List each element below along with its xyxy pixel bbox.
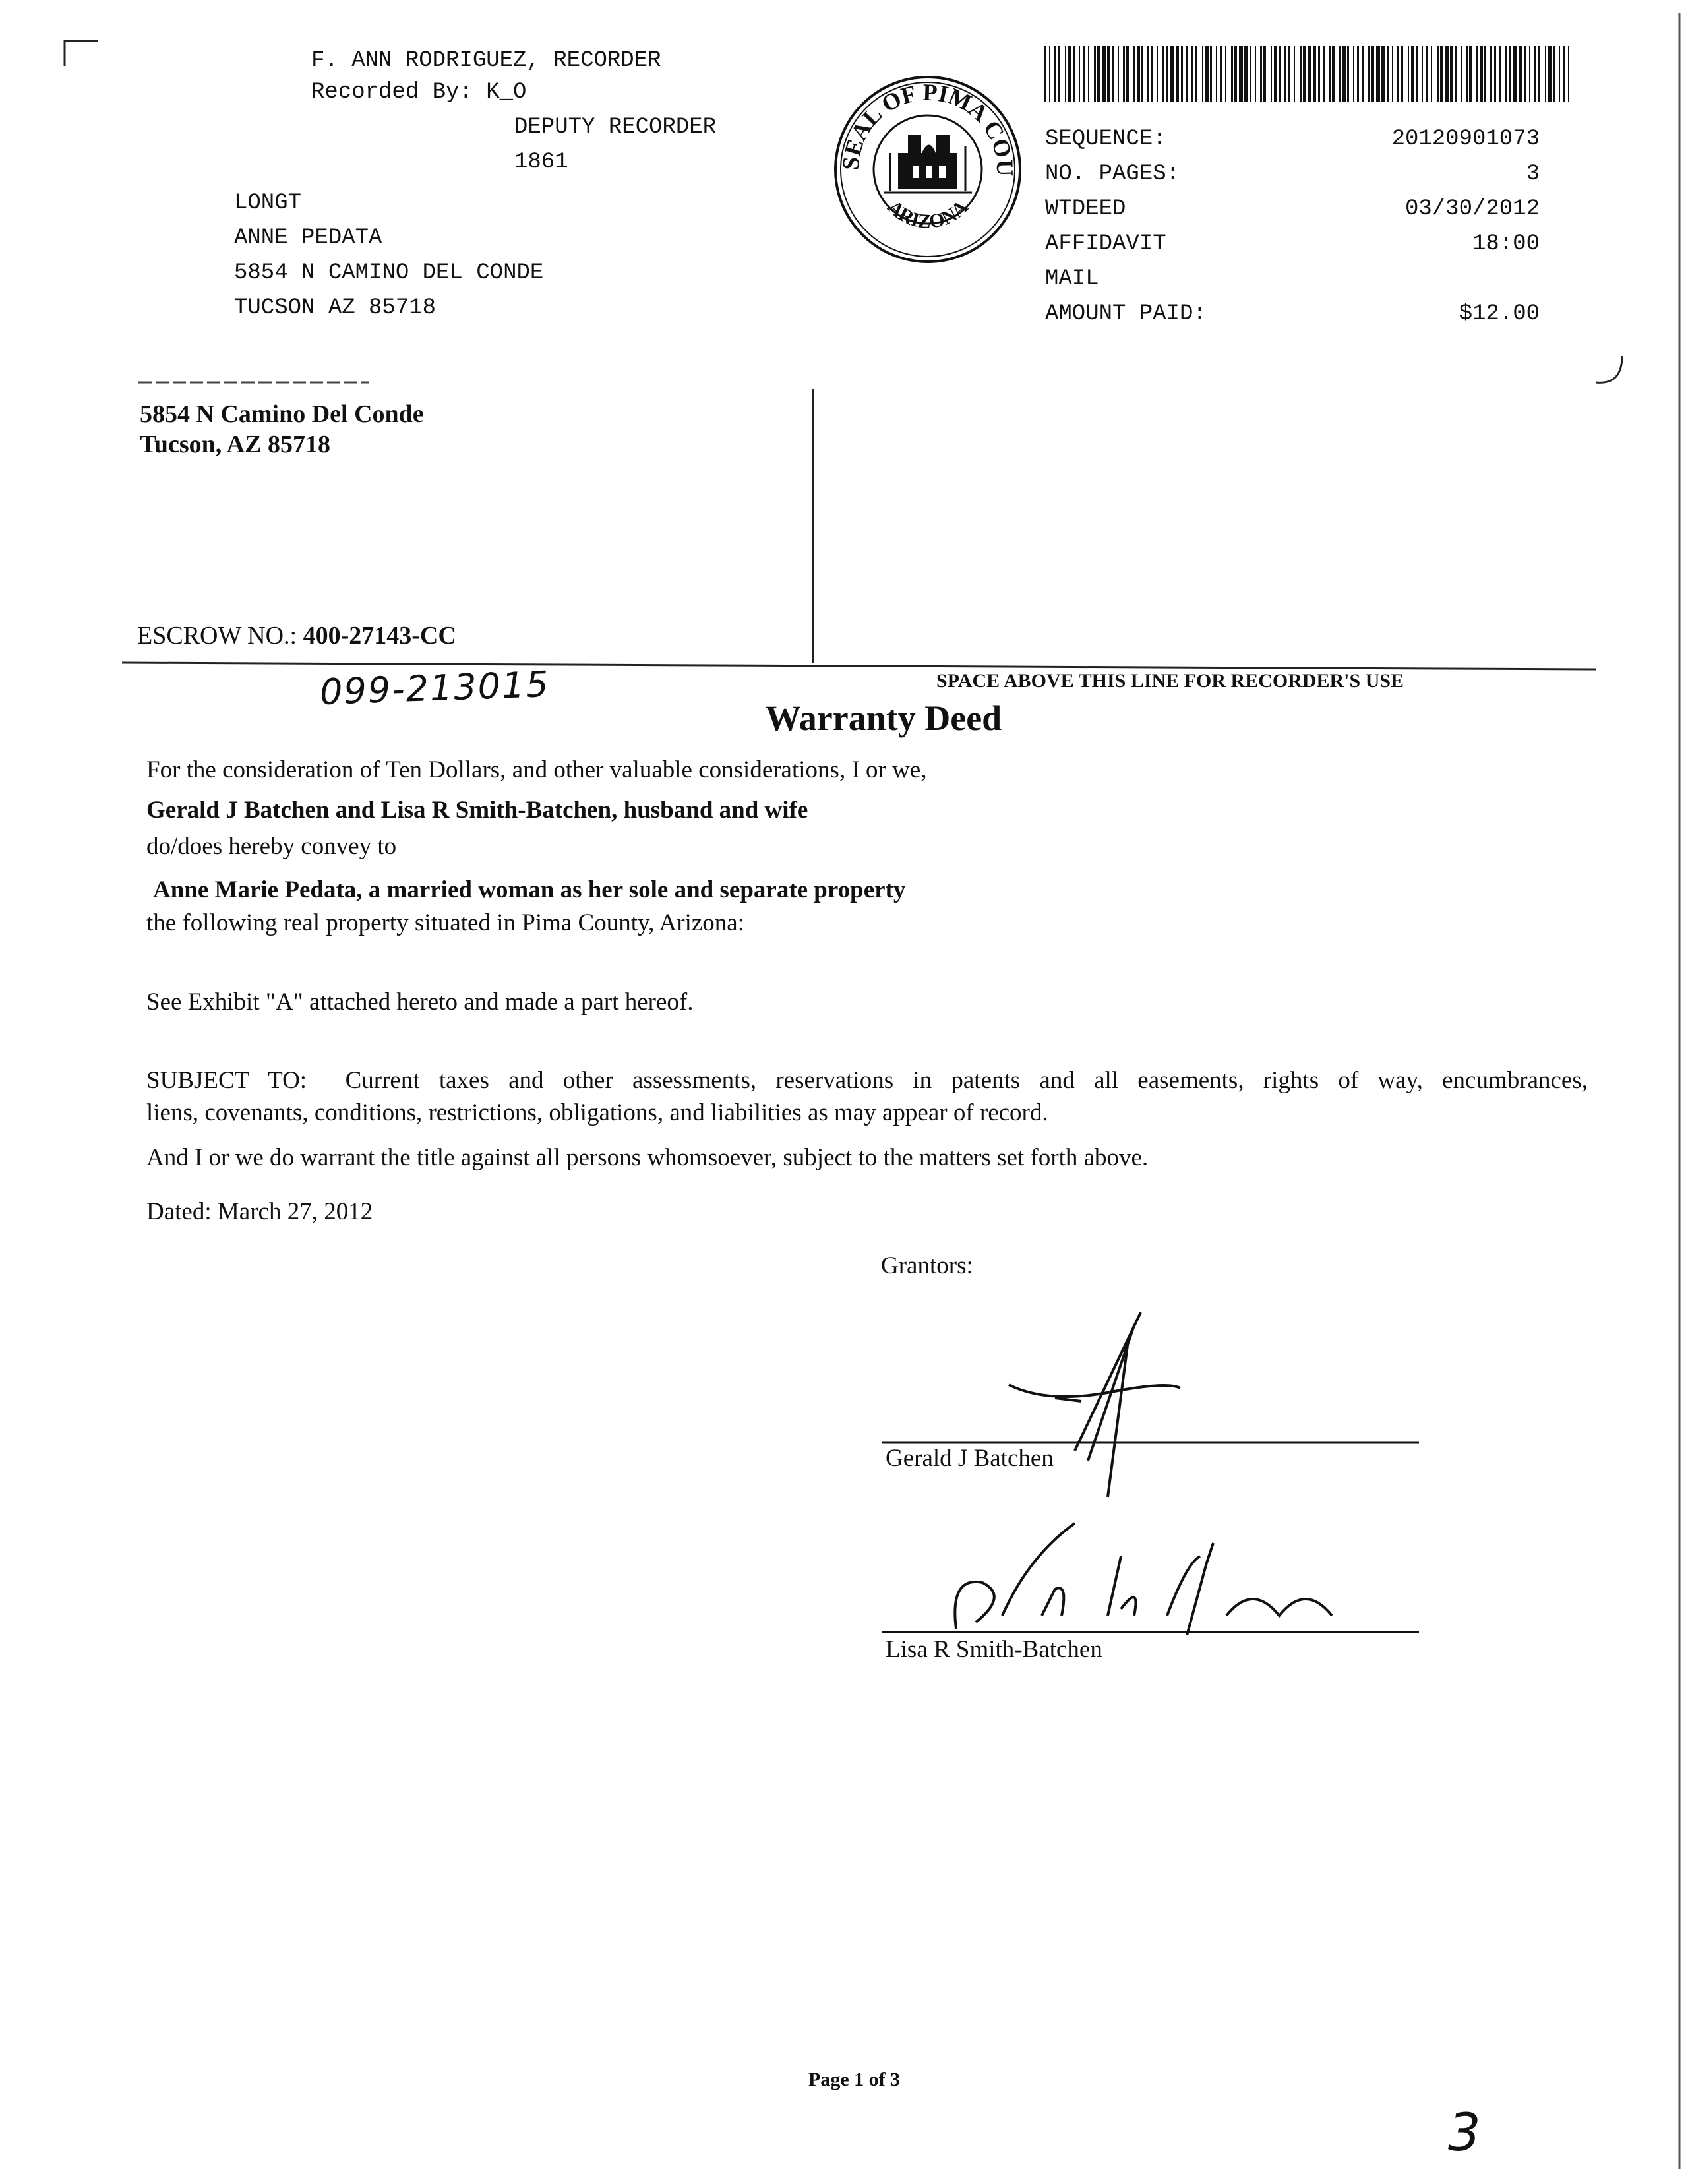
info-row-pages: NO. PAGES: 3: [1045, 162, 1540, 187]
barcode-bar: [1440, 46, 1443, 102]
barcode-bar: [1079, 46, 1080, 102]
barcode-bar: [1216, 46, 1217, 102]
barcode-bar: [1484, 46, 1486, 102]
page-number: Page 1 of 3: [808, 2069, 901, 2090]
barcode-bar: [1065, 46, 1066, 102]
barcode-bar: [1210, 46, 1212, 102]
barcode-bar: [1401, 46, 1403, 102]
convey-text: do/does hereby convey to: [146, 833, 397, 860]
barcode-bar: [1151, 46, 1153, 102]
barcode-bar: [1469, 46, 1472, 102]
barcode-bar: [1284, 46, 1286, 102]
barcode-bar: [1250, 46, 1251, 102]
document-title: Warranty Deed: [765, 698, 1002, 738]
handwritten-number: 099-213015: [319, 663, 551, 713]
return-city: Tucson, AZ 85718: [140, 430, 330, 458]
barcode-bar: [1559, 46, 1560, 102]
barcode-bar: [1455, 46, 1457, 102]
dated-text: Dated: March 27, 2012: [146, 1198, 373, 1225]
barcode-bar: [1294, 46, 1295, 102]
barcode-bar: [1176, 46, 1179, 102]
barcode-bar: [1461, 46, 1462, 102]
barcode-bar: [1186, 46, 1188, 102]
mail-city: TUCSON AZ 85718: [234, 295, 437, 320]
barcode-bar: [1166, 46, 1168, 102]
barcode-bar: [1068, 46, 1071, 102]
recorded-by: Recorded By: K_O: [311, 80, 527, 105]
signature-1: [1009, 1385, 1180, 1397]
barcode-bar: [1054, 46, 1056, 102]
barcode-bar: [1513, 46, 1517, 102]
property-text: the following real property situated in Pima County, Arizona:: [146, 909, 745, 936]
barcode-bar: [1529, 46, 1530, 102]
consideration-text: For the consideration of Ten Dollars, and other valuable considerations, I or we,: [146, 756, 927, 783]
signature-2: [955, 1523, 1332, 1635]
barcode-bar: [1329, 46, 1331, 102]
barcode-bar: [1323, 46, 1325, 102]
grantee-text: Anne Marie Pedata, a married woman as her sole and separate property: [153, 876, 906, 903]
barcode-bar: [1426, 46, 1428, 102]
barcode-bar: [1381, 46, 1385, 102]
barcode-bar: [1112, 46, 1114, 102]
barcode-bar: [1107, 46, 1110, 102]
barcode-bar: [1553, 46, 1555, 102]
escrow-number: 400-27143-CC: [303, 622, 456, 650]
barcode-bar: [1480, 46, 1483, 102]
barcode-bar: [1408, 46, 1409, 102]
recorder-use-note: SPACE ABOVE THIS LINE FOR RECORDER'S USE: [936, 670, 1404, 692]
barcode-bar: [1568, 46, 1569, 102]
info-row-sequence: SEQUENCE: 20120901073: [1045, 127, 1540, 152]
barcode-bar: [1437, 46, 1439, 102]
barcode-bar: [1073, 46, 1075, 102]
barcode-bar: [1347, 46, 1349, 102]
escrow-label: ESCROW NO.:: [137, 622, 297, 650]
barcode-bar: [1505, 46, 1507, 102]
barcode-bar: [1372, 46, 1374, 102]
barcode-bar: [1332, 46, 1335, 102]
grantors-heading: Grantors:: [881, 1252, 973, 1279]
subject-to-line1: SUBJECT TO: Current taxes and other assessments, reservations in patents and all easements, rights of way, encumbrances,: [146, 1067, 1588, 1094]
signer1-name: Gerald J Batchen: [886, 1445, 1054, 1472]
barcode-bar: [1519, 46, 1522, 102]
barcode-bar: [1191, 46, 1193, 102]
barcode-bar: [1450, 46, 1453, 102]
barcode-bar: [1339, 46, 1341, 102]
subject-to-line2: liens, covenants, conditions, restrictions, obligations, and liabilities as may appear of record.: [146, 1099, 1048, 1126]
barcode-bar: [1563, 46, 1565, 102]
barcode-bar: [1490, 46, 1492, 102]
barcode-bar: [1548, 46, 1552, 102]
info-row-mail: MAIL: [1045, 266, 1099, 291]
barcode-bar: [1181, 46, 1183, 102]
barcode-bar: [1234, 46, 1237, 102]
info-row-affidavit: AFFIDAVIT 18:00: [1045, 231, 1540, 257]
barcode-bar: [1466, 46, 1468, 102]
grantors-named: Gerald J Batchen and Lisa R Smith-Batchen, husband and wife: [146, 797, 808, 824]
info-row-doctype: WTDEED 03/30/2012: [1045, 197, 1540, 222]
deputy-number: 1861: [514, 150, 568, 175]
barcode-bar: [1271, 46, 1272, 102]
barcode-bar: [1308, 46, 1311, 102]
seal-top-text: SEAL OF PIMA COU: [837, 78, 1019, 177]
barcode-bar: [1263, 46, 1266, 102]
svg-text:ARIZONA: [884, 196, 973, 233]
barcode-bar: [1170, 46, 1174, 102]
barcode-bar: [1538, 46, 1540, 102]
barcode-bar: [1376, 46, 1380, 102]
mail-code: LONGT: [234, 191, 302, 216]
barcode-bar: [1126, 46, 1129, 102]
barcode: [1044, 46, 1570, 102]
escrow-line: [137, 621, 456, 650]
barcode-bar: [1044, 46, 1046, 102]
barcode-bar: [1147, 46, 1149, 102]
barcode-bar: [1476, 46, 1478, 102]
barcode-bar: [1279, 46, 1281, 102]
barcode-bar: [1300, 46, 1302, 102]
county-seal: [832, 74, 1023, 265]
barcode-bar: [1088, 46, 1089, 102]
barcode-bar: [1260, 46, 1262, 102]
return-street: 5854 N Camino Del Conde: [140, 400, 424, 428]
barcode-bar: [1288, 46, 1290, 102]
corner-handwritten-mark: 3: [1448, 2104, 1481, 2163]
barcode-bar: [1431, 46, 1432, 102]
barcode-bar: [1239, 46, 1243, 102]
barcode-bar: [1220, 46, 1222, 102]
mail-name: ANNE PEDATA: [234, 226, 382, 251]
barcode-bar: [1274, 46, 1277, 102]
barcode-bar: [1534, 46, 1536, 102]
barcode-bar: [1422, 46, 1423, 102]
barcode-bar: [1097, 46, 1100, 102]
signer2-name: Lisa R Smith-Batchen: [886, 1636, 1102, 1663]
barcode-bar: [1362, 46, 1364, 102]
barcode-bar: [1225, 46, 1226, 102]
barcode-bar: [1102, 46, 1106, 102]
barcode-bar: [1141, 46, 1143, 102]
deputy-recorder: DEPUTY RECORDER: [514, 115, 717, 140]
barcode-bar: [1524, 46, 1526, 102]
barcode-bar: [1118, 46, 1119, 102]
recorder-name: F. ANN RODRIGUEZ, RECORDER: [311, 48, 661, 73]
barcode-bar: [1157, 46, 1158, 102]
barcode-bar: [1387, 46, 1389, 102]
barcode-bar: [1137, 46, 1140, 102]
barcode-bar: [1368, 46, 1370, 102]
barcode-bar: [1058, 46, 1060, 102]
barcode-bar: [1202, 46, 1203, 102]
barcode-bar: [1494, 46, 1496, 102]
barcode-bar: [1397, 46, 1399, 102]
barcode-bar: [1318, 46, 1320, 102]
barcode-bar: [1313, 46, 1316, 102]
barcode-bar: [1205, 46, 1209, 102]
barcode-bar: [1123, 46, 1125, 102]
barcode-bar: [1133, 46, 1135, 102]
barcode-bar: [1244, 46, 1248, 102]
barcode-bar: [1416, 46, 1418, 102]
barcode-bar: [1255, 46, 1256, 102]
barcode-bar: [1545, 46, 1546, 102]
barcode-bar: [1353, 46, 1354, 102]
barcode-bar: [1411, 46, 1414, 102]
barcode-bar: [1509, 46, 1511, 102]
barcode-bar: [1195, 46, 1197, 102]
recording-info: [1045, 127, 1540, 337]
mail-street: 5854 N CAMINO DEL CONDE: [234, 260, 544, 286]
barcode-bar: [1231, 46, 1233, 102]
barcode-bar: [1499, 46, 1501, 102]
barcode-bar: [1162, 46, 1164, 102]
barcode-bar: [1357, 46, 1359, 102]
barcode-bar: [1445, 46, 1449, 102]
barcode-bar: [1303, 46, 1306, 102]
barcode-bar: [1049, 46, 1050, 102]
seal-bottom-text: ARIZONA: [883, 196, 973, 233]
exhibit-text: See Exhibit "A" attached hereto and made a part hereof.: [146, 988, 694, 1016]
barcode-bar: [1094, 46, 1096, 102]
info-row-amount: AMOUNT PAID: $12.00: [1045, 301, 1540, 326]
return-address: [140, 400, 424, 460]
warrant-text: And I or we do warrant the title against all persons whomsoever, subject to the matters set forth above.: [146, 1144, 1149, 1171]
subject-label: SUBJECT TO:: [146, 1067, 307, 1094]
signatures: [857, 1306, 1451, 1675]
barcode-bar: [1083, 46, 1085, 102]
barcode-bar: [1392, 46, 1393, 102]
barcode-bar: [1342, 46, 1346, 102]
